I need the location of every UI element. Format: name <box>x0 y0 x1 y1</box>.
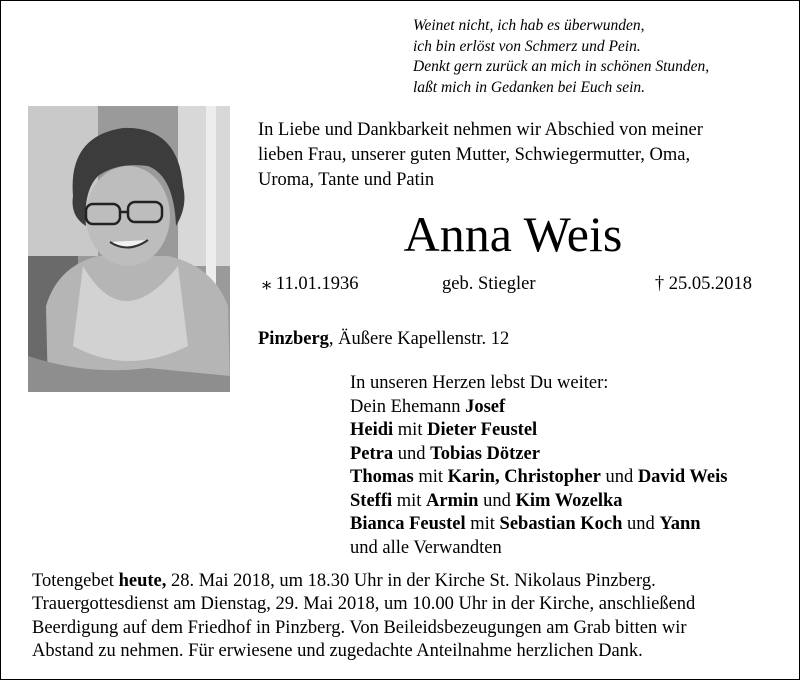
mourner-name: Dieter Feustel <box>427 420 538 440</box>
notice-line <box>32 570 695 593</box>
notice-highlight: heute, <box>118 571 167 591</box>
mourner-name: Yann <box>659 514 701 534</box>
mourner-line <box>350 419 727 443</box>
maiden-name: geb. Stiegler <box>442 274 536 294</box>
service-notice <box>32 570 695 663</box>
life-dates <box>262 271 752 297</box>
address-place: Pinzberg <box>258 329 329 349</box>
poem <box>413 16 709 98</box>
mourner-line <box>350 466 727 490</box>
mourner-name: Karin, Christopher <box>447 467 601 487</box>
portrait-photo <box>28 106 230 392</box>
poem-line: Denkt gern zurück an mich in schönen Stunden, <box>413 58 710 75</box>
mourner-text: und <box>622 514 660 534</box>
mourner-name: Bianca Feustel <box>350 514 466 534</box>
mourner-text: mit <box>392 490 427 511</box>
mourner-line <box>350 490 727 514</box>
mourner-text: und <box>600 467 638 487</box>
birth-date: ⁎ 11.01.1936 <box>262 274 359 294</box>
death-date: † 25.05.2018 <box>654 274 752 294</box>
poem-line: laßt mich in Gedanken bei Euch sein. <box>413 78 646 96</box>
intro-line: In Liebe und Dankbarkeit nehmen wir Abschied von meiner <box>258 120 703 140</box>
mourner-name: Armin <box>426 490 479 511</box>
notice-line: Abstand zu nehmen. Für erwiesene und zugedachte Anteilnahme herzlichen Dank. <box>32 640 643 661</box>
mourner-text: mit <box>465 514 500 534</box>
mourner-text: und <box>478 490 516 511</box>
mourner-line <box>350 396 727 420</box>
mourner-name: Thomas <box>350 467 414 487</box>
mourner-name: Sebastian Koch <box>499 514 623 534</box>
poem-line: ich bin erlöst von Schmerz und Pein. <box>413 37 641 55</box>
mourner-name: Tobias Dötzer <box>430 443 540 464</box>
notice-line: Beerdigung auf dem Friedhof in Pinzberg. Von Beileidsbezeugungen am Grab bitten wir <box>32 617 687 638</box>
address <box>258 326 509 352</box>
poem-line: Weinet nicht, ich hab es überwunden, <box>413 17 645 34</box>
mourner-text: mit <box>393 420 428 440</box>
mourner-text: und <box>393 443 431 464</box>
address-street: , Äußere Kapellenstr. 12 <box>328 329 510 349</box>
intro-text <box>258 118 703 193</box>
mourners-closing: und alle Verwandten <box>350 537 502 558</box>
intro-line: lieben Frau, unserer guten Mutter, Schwiegermutter, Oma, <box>258 145 691 165</box>
notice-line: Trauergottesdienst am Dienstag, 29. Mai 2018, um 10.00 Uhr in der Kirche, anschließend <box>32 594 696 615</box>
portrait-photo-icon <box>28 106 230 392</box>
mourner-line <box>350 443 727 467</box>
intro-line: Uroma, Tante und Patin <box>258 170 435 190</box>
notice-text: Totengebet <box>32 571 119 591</box>
mourner-name: Josef <box>465 396 506 417</box>
mourner-text: mit <box>413 467 448 487</box>
mourner-name: Steffi <box>350 490 393 511</box>
mourner-name: Kim Wozelka <box>515 490 623 511</box>
mourner-name: Heidi <box>350 420 394 440</box>
mourner-name: Petra <box>350 443 394 464</box>
mourner-name: David Weis <box>637 467 728 487</box>
mourners-heading: In unseren Herzen lebst Du weiter: <box>350 373 609 393</box>
mourner-text: Dein Ehemann <box>350 396 466 417</box>
notice-text: 28. Mai 2018, um 18.30 Uhr in der Kirche St. Nikolaus Pinzberg. <box>166 571 656 591</box>
deceased-name: Anna Weis <box>403 206 623 262</box>
mourners-list <box>350 372 727 560</box>
mourner-line <box>350 513 727 537</box>
